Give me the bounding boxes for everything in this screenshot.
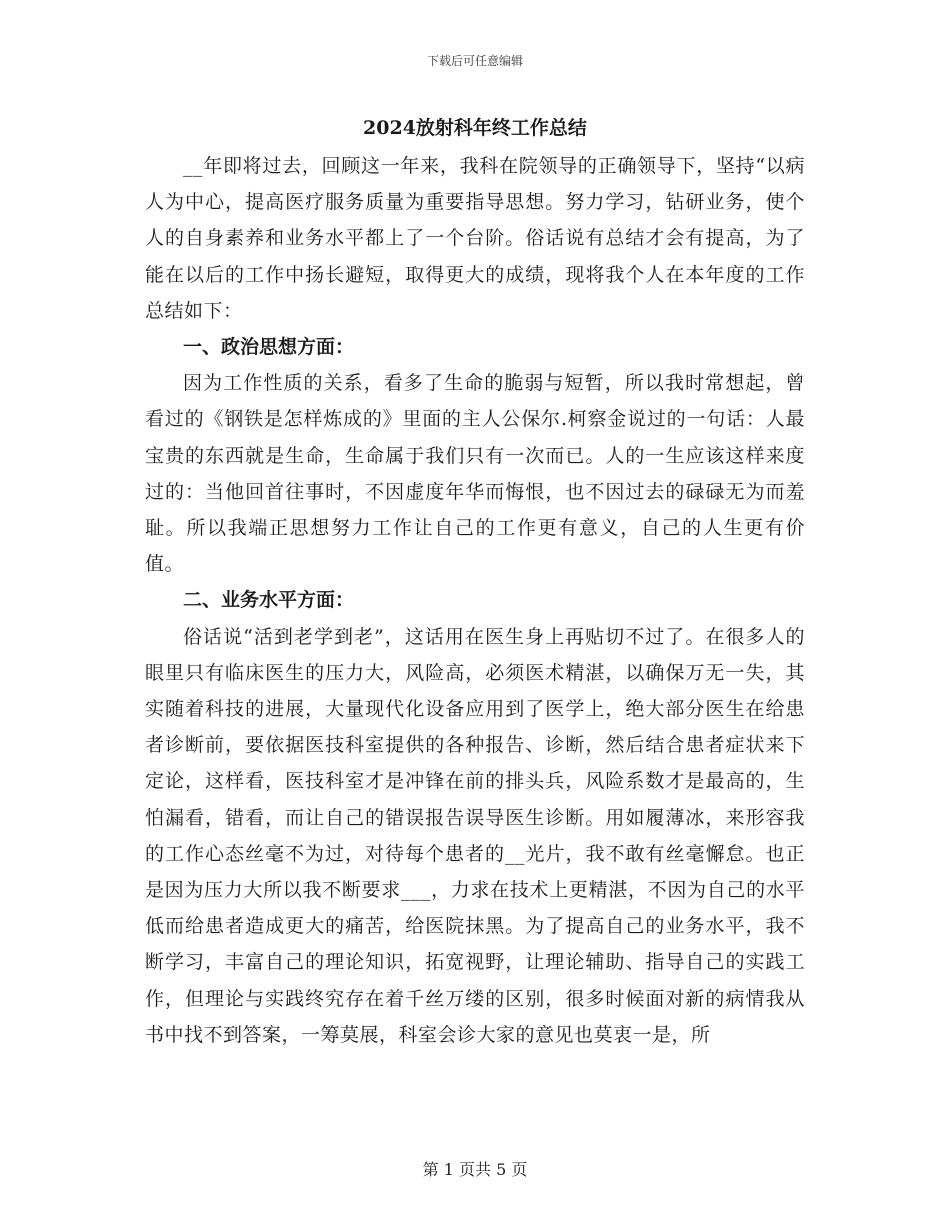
document-body bbox=[145, 108, 805, 1053]
page-header: 下载后可任意编辑 bbox=[426, 54, 523, 68]
section-heading-political: 一、政治思想方面： bbox=[183, 336, 355, 359]
document-title: 2024放射科年终工作总结 bbox=[363, 117, 587, 139]
page-footer: 第 1 页共 5 页 bbox=[422, 1160, 528, 1179]
section-body-political: 因为工作性质的关系，看多了生命的脆弱与短暂，所以我时常想起，曾看过的《钢铁是怎样炼成的》里面的主人公保尔.柯察金说过的一句话：人最宝贵的东西就是生命，生命属于我们只有一次而已。人的一生应该这样来度过的：当他回首往事时，不因虚度年华而悔恨，也不因过去的碌碌无为而羞耻。所以我端正思想努力工作让自己的工作更有意义，自己的人生更有价值。 bbox=[145, 372, 805, 576]
intro-paragraph: __年即将过去，回顾这一年来，我科在院领导的正确领导下，坚持“以病人为中心，提高医疗服务质量为重要指导思想。努力学习，钻研业务，使个人的自身素养和业务水平都上了一个台阶。俗话说有总结才会有提高，为了能在以后的工作中扬长避短，取得更大的成绩，现将我个人在本年度的工作总结如下： bbox=[145, 155, 805, 322]
section-heading-professional: 二、业务水平方面： bbox=[183, 589, 355, 612]
section-body-professional: 俗话说“活到老学到老”，这话用在医生身上再贴切不过了。在很多人的眼里只有临床医生的压力大，风险高，必须医术精湛，以确保万无一失，其实随着科技的进展，大量现代化设备应用到了医学上，绝大部分医生在给患者诊断前，要依据医技科室提供的各种报告、诊断，然后结合患者症状来下定论，这样看，医技科室才是冲锋在前的排头兵，风险系数才是最高的，生怕漏看，错看，而让自己的错误报告误导医生诊断。用如履薄冰，来形容我的工作心态丝毫不为过，对待每个患者的__光片，我不敢有丝毫懈怠。也正是因为压力大所以我不断要求___，力求在技术上更精湛，不因为自己的水平低而给患者造成更大的痛苦，给医院抹黑。为了提高自己的业务水平，我不断学习，丰富自己的理论知识，拓宽视野，让理论辅助、指导自己的实践工作，但理论与实践终究存在着千丝万缕的区别，很多时候面对新的病情我从书中找不到答案，一筹莫展，科室会诊大家的意见也莫衷一是，所 bbox=[145, 625, 805, 1046]
